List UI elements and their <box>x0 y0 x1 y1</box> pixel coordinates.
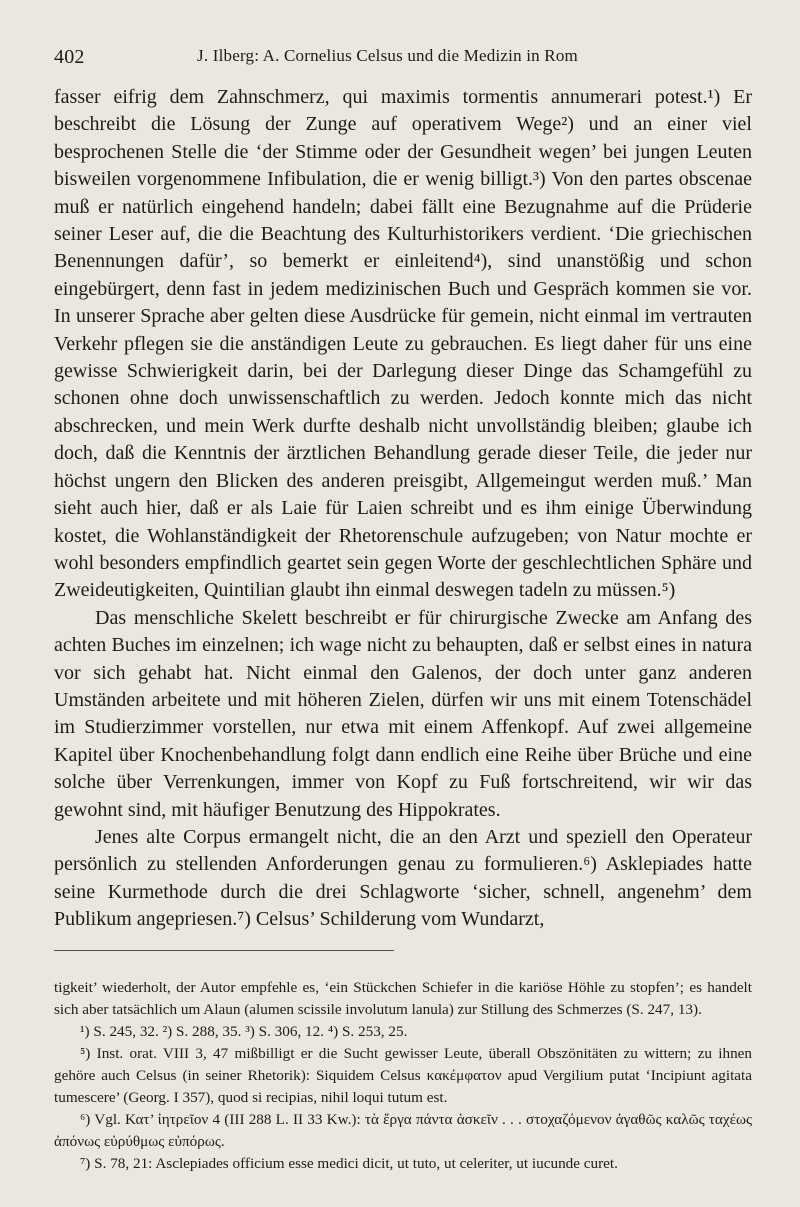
footnotes <box>54 977 752 1175</box>
footnote-short-references: ¹) S. 245, 32. ²) S. 288, 35. ³) S. 306, 12. ⁴) S. 253, 25. <box>80 1022 408 1040</box>
body-paragraph: Das menschliche Skelett beschreibt er für chirurgische Zwecke am Anfang des achten Buches im einzelnen; ich wage nicht zu behaupten, daß er selbst eines in natura vor sich gehabt hat. Nicht einmal den Galenos, der doch unter ganz anderen Umständen arbeitete und mit höheren Zielen, dürfen wir uns mit einem Totenschädel im Studierzimmer vorstellen, nur etwa mit einem Affenkopf. Auf zwei allgemeine Kapitel über Knochenbehandlung folgt dann endlich eine Reihe über Brüche und eine solche über Verrenkungen, immer von Kopf zu Fuß fortschreitend, wir wir das gewohnt sind, mit häufiger Benutzung des Hippokrates. <box>54 606 752 821</box>
running-head: J. Ilberg: A. Cornelius Celsus und die Medizin in Rom <box>197 46 578 65</box>
main-text <box>54 84 752 934</box>
page-header <box>54 38 752 72</box>
body-paragraph: Jenes alte Corpus ermangelt nicht, die an den Arzt und speziell den Operateur persönlich zu stellenden Anforderungen genau zu formulieren.⁶) Asklepiades hatte seine Kurmethode durch die drei Schlagworte ‘sicher, schnell, angenehm’ dem Publikum angepriesen.⁷) Celsus’ Schilderung vom Wundarzt, <box>54 825 752 931</box>
footnote-6: ⁶) Vgl. Κατ’ ἰητρεῖον 4 (III 288 L. II 33 Kw.): τὰ ἔργα πάντα ἀσκεῖν . . . στοχαζόμενον ἀγαθῶς καλῶς ταχέως ἀπόνως εὐρύθμως εὐπόρως. <box>54 1110 752 1150</box>
footnote-separator <box>54 950 394 951</box>
body-paragraph: fasser eifrig dem Zahnschmerz, qui maximis tormentis annumerari potest.¹) Er beschreibt die Lösung der Zunge auf operativem Wege²) und an einer viel besprochenen Stelle die ‘der Stimme oder der Gesundheit wegen’ bei jungen Leuten bisweilen vorgenommene Infibulation, die er wenig billigt.³) Von den partes obscenae muß er natürlich eingehend handeln; dabei fällt eine Bezugnahme auf die Prüderie seiner Leser auf, die die Beachtung des Kulturhistorikers verdient. ‘Die griechischen Benennungen dafür’, so bemerkt er einleitend⁴), sind unanstößig und schon eingebürgert, denn fast in jedem medizinischen Buch und Gespräch kommen sie vor. In unserer Sprache aber gelten diese Ausdrücke für gemein, nicht einmal im vertrauten Verkehr pflegen sie die anständigen Leute zu gebrauchen. Es liegt daher für uns eine gewisse Schwierigkeit darin, bei der Darlegung dieser Dinge das Schamgefühl zu schonen ohne doch unwissenschaftlich zu werden. Jedoch konnte mich das nicht abschrecken, und mein Werk durfte deshalb nicht unvollständig bleiben; glaube ich doch, daß die Kenntnis der ärztlichen Behandlung gerade dieser Teile, die jeder nur höchst ungern den Blicken des anderen preisgibt, Allgemeingut werden muß.’ Man sieht auch hier, daß er als Laie für Laien schreibt und es ihm einige Überwindung kostet, die Wohlanständigkeit der Rhetorenschule aufzugeben; von Natur mochte er wohl besonders empfindlich geartet sein gegen Worte der geschlechtlichen Sphäre und Zweideutigkeiten, Quintilian glaubt ihn einmal deswegen tadeln zu müssen.⁵) <box>54 86 752 602</box>
page-number: 402 <box>54 46 85 68</box>
footnote-5: ⁵) Inst. orat. VIII 3, 47 mißbilligt er die Sucht gewisser Leute, überall Obszönitäten zu wittern; zu ihnen gehöre auch Celsus (in seiner Rhetorik): Siquidem Celsus κακέμφατον apud Vergilium putat ‘Incipiunt agitata tumescere’ (Georg. I 357), quod si recipias, nihil loqui tutum est. <box>54 1044 752 1106</box>
footnote-continuation: tigkeit’ wiederholt, der Autor empfehle es, ‘ein Stückchen Schiefer in die kariöse Höhle zu stopfen’; es handelt sich aber tatsächlich um Alaun (alumen scissile involutum lanula) zur Stillung des Schmerzes (S. 247, 13). <box>54 978 752 1018</box>
footnote-7: ⁷) S. 78, 21: Asclepiades officium esse medici dicit, ut tuto, ut celeriter, ut iucunde curet. <box>80 1154 618 1172</box>
